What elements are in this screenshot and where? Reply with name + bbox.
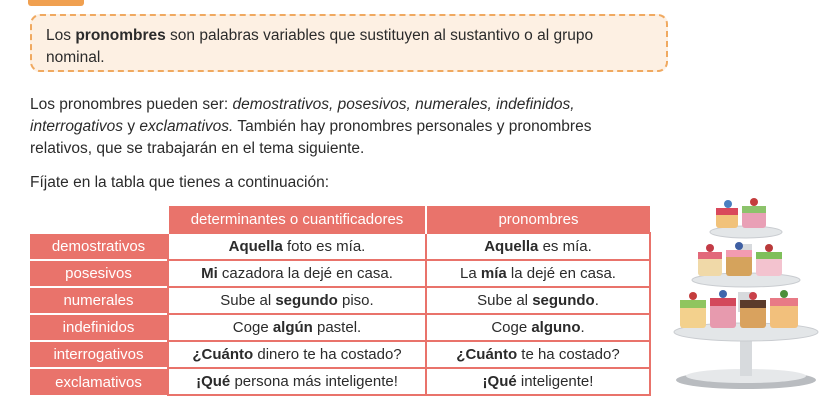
row-label: exclamativos (30, 368, 168, 395)
example-text: piso. (337, 292, 374, 309)
pronoun-example (426, 368, 650, 395)
column-header-pronouns: pronombres (426, 206, 650, 233)
example-text: cazadora la dejé en casa. (217, 265, 393, 282)
definition-term: pronombres (75, 27, 166, 44)
instruction-paragraph: Fíjate en la tabla que tienes a continuación: (30, 174, 330, 191)
example-text: persona más inteligente! (230, 373, 398, 390)
determiner-example (168, 314, 426, 341)
table-row (30, 260, 650, 287)
example-highlight: segundo (532, 292, 595, 309)
determiner-example (168, 287, 426, 314)
example-text: foto es mía. (282, 238, 366, 255)
pronoun-example (426, 233, 650, 260)
row-label: numerales (30, 287, 168, 314)
intro-types-a: demostrativos, posesivos, numerales, indefinidos, interrogativos (30, 96, 575, 135)
row-label: posesivos (30, 260, 168, 287)
example-text: Coge (232, 319, 273, 336)
intro-types-b: exclamativos. (139, 118, 234, 135)
example-highlight: alguno (531, 319, 581, 336)
definition-box (30, 14, 668, 72)
example-highlight: Aquella (484, 238, 539, 255)
example-text: Coge (491, 319, 532, 336)
row-label: indefinidos (30, 314, 168, 341)
pronoun-table (30, 206, 651, 396)
pronoun-example (426, 314, 650, 341)
table-row (30, 341, 650, 368)
table-row (30, 287, 650, 314)
intro-lead: Los pronombres pueden ser: (30, 96, 233, 113)
row-label: interrogativos (30, 341, 168, 368)
top-accent-bar (28, 0, 84, 6)
example-highlight: ¿Cuánto (456, 346, 518, 363)
table-header-row (30, 206, 650, 233)
table-row (30, 368, 650, 395)
example-text: La (460, 265, 481, 282)
determiner-example (168, 341, 426, 368)
example-text: inteligente! (516, 373, 594, 390)
pronoun-example (426, 260, 650, 287)
table-row (30, 233, 650, 260)
example-text: . (580, 319, 585, 336)
pronoun-example (426, 341, 650, 368)
intro-rest: También hay pronombres personales y pronombres relativos, que se trabajarán en el tema siguiente. (30, 118, 592, 157)
example-text: la dejé en casa. (506, 265, 616, 282)
example-text: . (594, 292, 599, 309)
intro-joiner: y (123, 118, 140, 135)
example-text: es mía. (538, 238, 592, 255)
example-text: Sube al (220, 292, 276, 309)
pronoun-example (426, 287, 650, 314)
example-highlight: ¡Qué (196, 373, 231, 390)
table-corner (30, 206, 168, 233)
definition-after: son palabras variables que sustituyen al sustantivo o al grupo nominal. (46, 27, 594, 66)
definition-before: Los (46, 27, 76, 44)
example-highlight: algún (272, 319, 313, 336)
row-label: demostrativos (30, 233, 168, 260)
table-row (30, 314, 650, 341)
intro-paragraph (30, 94, 650, 160)
column-header-determiners: determinantes o cuantificadores (168, 206, 426, 233)
example-text: Sube al (477, 292, 533, 309)
example-highlight: ¡Qué (482, 373, 517, 390)
example-highlight: mía (480, 265, 507, 282)
determiner-example (168, 368, 426, 395)
example-text: te ha costado? (517, 346, 620, 363)
determiner-example (168, 233, 426, 260)
determiner-example (168, 260, 426, 287)
cake-stand-icon (668, 184, 824, 394)
example-highlight: segundo (275, 292, 338, 309)
example-text: pastel. (312, 319, 362, 336)
example-highlight: Mi (201, 265, 218, 282)
example-text: dinero te ha costado? (253, 346, 402, 363)
example-highlight: ¿Cuánto (192, 346, 254, 363)
example-highlight: Aquella (228, 238, 283, 255)
